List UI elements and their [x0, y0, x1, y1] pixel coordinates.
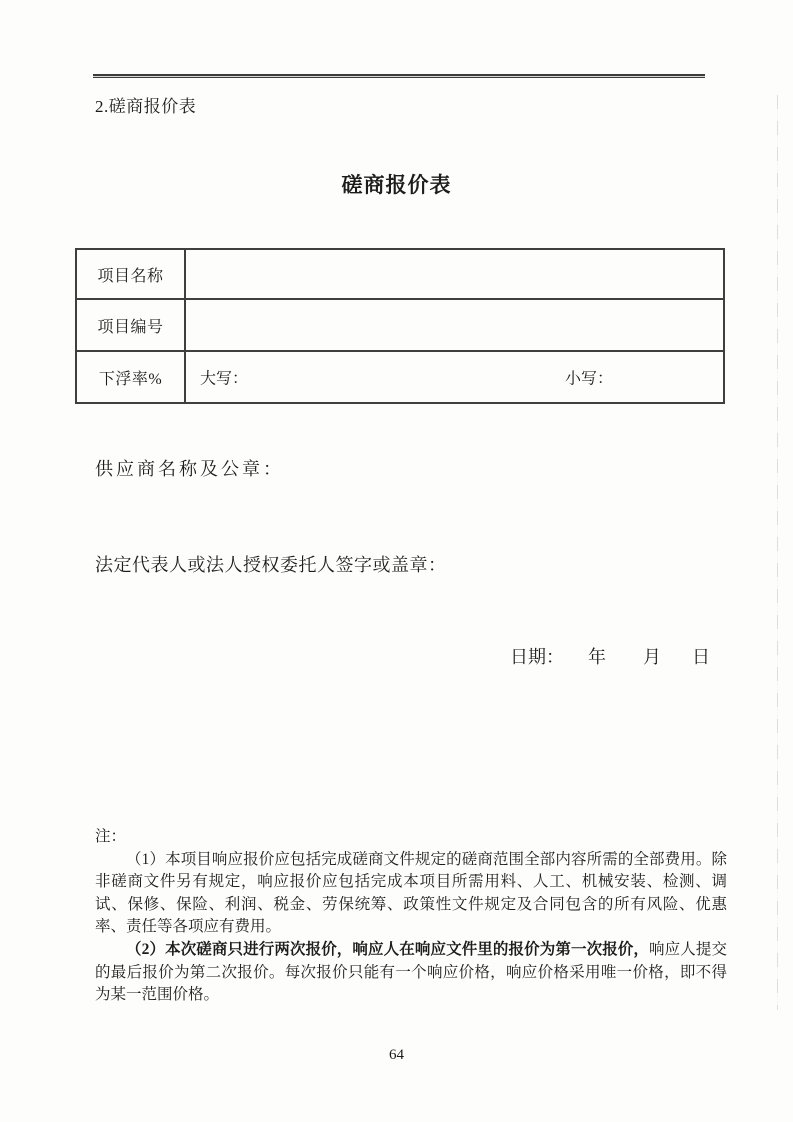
table-row-project-name [76, 249, 724, 299]
amount-in-figures-label: 小写： [565, 370, 614, 388]
project-number-label: 项目编号 [76, 299, 185, 351]
project-number-blank-cell [185, 299, 724, 351]
date-label: 日期： [510, 647, 564, 667]
date-line [510, 643, 710, 669]
note-item-2 [95, 939, 727, 1007]
discount-rate-label: 下浮率% [76, 351, 185, 403]
discount-rate-blank-cell [185, 351, 724, 403]
document-title: 磋商报价表 [341, 173, 452, 197]
notes-heading: 注： [95, 828, 127, 845]
project-name-label: 项目名称 [76, 249, 185, 299]
date-year-label: 年 [588, 647, 606, 667]
date-month-label: 月 [643, 647, 661, 667]
note-item-1 [95, 849, 727, 939]
section-heading: 2.磋商报价表 [95, 97, 197, 116]
header-rule [93, 74, 705, 78]
scan-artifact-line [777, 95, 778, 1010]
supplier-name-seal-label: 供应商名称及公章： [95, 459, 284, 479]
note-2-bold-text: （2）本次磋商只进行两次报价，响应人在响应文件里的报价为第一次报价， [126, 940, 650, 958]
project-name-blank-cell [185, 249, 724, 299]
amount-in-words-label: 大写： [200, 370, 249, 388]
page-number: 64 [389, 1047, 404, 1063]
notes-section [95, 826, 727, 1007]
table-row-project-number [76, 299, 724, 351]
note-1-text: （1）本项目响应报价应包括完成磋商文件规定的磋商范围全部内容所需的全部费用。除非磋商文件另有规定，响应报价应包括完成本项目所需用料、人工、机械安装、检测、调试、保修、保险、利润、税金、劳保统筹、政策性文件规定及合同包含的所有风险、优惠率、责任等各项应有费用。 [95, 850, 727, 936]
quotation-table [75, 248, 725, 404]
legal-representative-signature-label: 法定代表人或法人授权委托人签字或盖章： [95, 555, 447, 575]
note-2-regular-text: 响应人提交的最后报价为第二次报价。每次报价只能有一个响应价格，响应价格采用唯一价格，即不得为某一范围价格。 [95, 940, 727, 1004]
table-row-discount-rate [76, 351, 724, 403]
date-day-label: 日 [692, 647, 710, 667]
